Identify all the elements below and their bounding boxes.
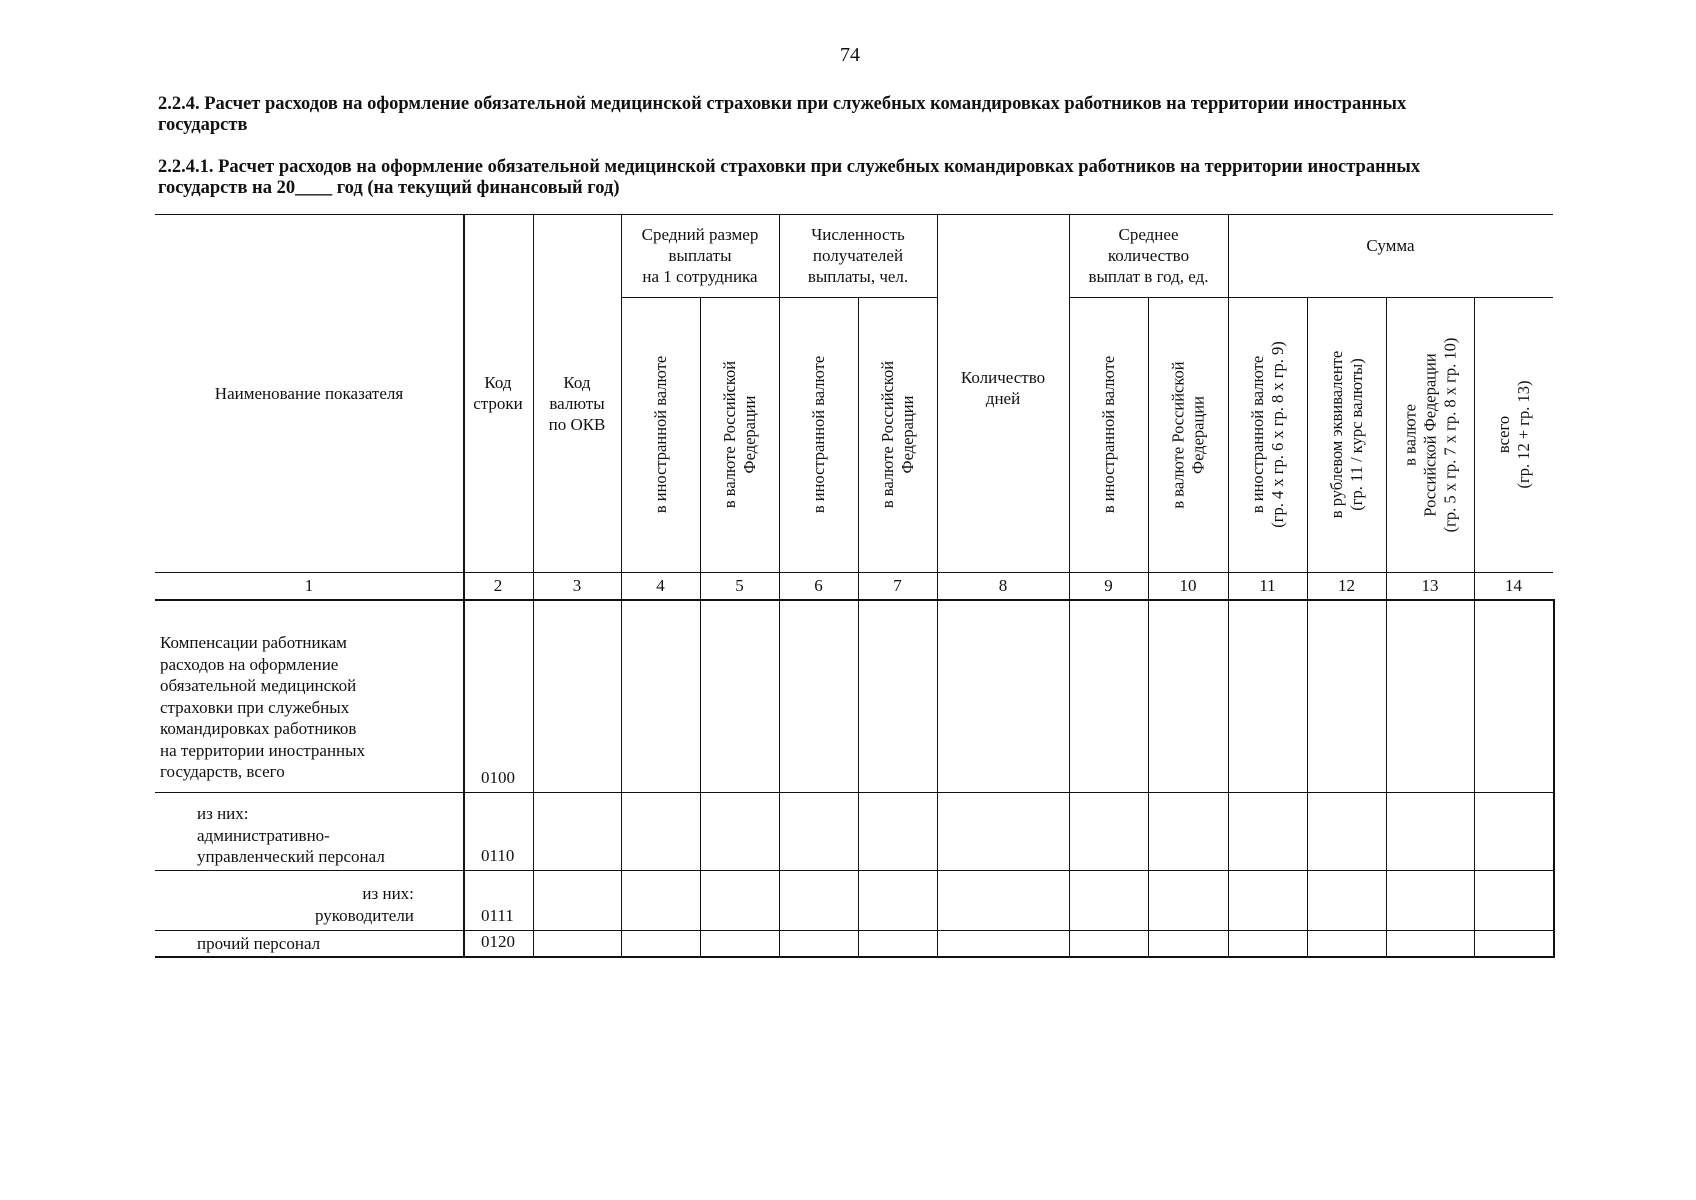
table-right-rule [1553, 599, 1555, 958]
column-number: 8 [998, 576, 1008, 595]
section-title-line-2: государств [158, 115, 248, 135]
header-col-5-line: Федерации [739, 395, 759, 474]
row-code: 0110 [481, 846, 515, 865]
column-number: 1 [304, 576, 314, 595]
header-avg-payment: Средний размер выплаты на 1 сотрудника [641, 225, 759, 286]
row-label: из них: руководители [315, 884, 414, 925]
row-rule [155, 930, 1553, 931]
row-label: прочий персонал [197, 934, 321, 953]
row-code: 0111 [481, 906, 514, 925]
header-col-12 [1307, 297, 1386, 572]
header-col-4-line: в иностранной валюте [650, 355, 670, 514]
column-number: 2 [493, 576, 503, 595]
header-col-6 [779, 297, 858, 572]
header-col-13 [1386, 297, 1474, 572]
header-col-11-line: в иностранной валюте [1247, 355, 1267, 514]
column-number: 14 [1505, 576, 1522, 595]
page-number: 74 [840, 44, 860, 66]
row-label: Компенсации работникам расходов на оформление обязательной медицинской страховки при служебных командировках работников на территории иностранных государств, всего [160, 633, 366, 781]
header-col-14-line: (гр. 12 + гр. 13) [1513, 380, 1533, 489]
header-col-4 [621, 297, 700, 572]
row-code: 0120 [481, 932, 515, 951]
header-col-7-line: в валюте Российской [877, 360, 897, 509]
header-col-7 [858, 297, 937, 572]
header-row-code: Код строки [473, 373, 523, 413]
header-col-9 [1069, 297, 1148, 572]
header-col-5 [700, 297, 779, 572]
header-col-13-line: в валюте [1400, 403, 1419, 466]
header-col-10 [1148, 297, 1228, 572]
header-col-14-line: всего [1493, 415, 1513, 454]
header-recipients: Численность получателей выплаты, чел. [807, 225, 909, 286]
subsection-title [158, 157, 1558, 199]
header-avg-count: Среднее количество выплат в год, ед. [1088, 225, 1209, 286]
header-col-11 [1228, 297, 1307, 572]
header-col-11-line: (гр. 4 х гр. 6 х гр. 8 х гр. 9) [1267, 341, 1287, 528]
column-number: 5 [735, 576, 744, 595]
header-sum: Сумма [1366, 236, 1415, 255]
column-number: 4 [656, 576, 665, 595]
header-name: Наименование показателя [214, 383, 404, 403]
header-col-12-line: (гр. 11 / курс валюты) [1346, 358, 1366, 511]
row-rule [155, 792, 1553, 793]
subsection-title-line-2: государств на 20____ год (на текущий финансовый год) [158, 178, 620, 198]
row-rule [155, 870, 1553, 871]
table-bottom-rule [155, 956, 1553, 958]
column-number: 11 [1259, 576, 1276, 595]
header-col-12-line: в рублевом эквиваленте [1326, 350, 1346, 519]
column-number: 9 [1104, 576, 1113, 595]
column-number: 6 [814, 576, 823, 595]
section-title [158, 94, 1558, 136]
header-col-10-line: в валюте Российской [1168, 360, 1187, 509]
header-col-13-line: (гр. 5 х гр. 7 х гр. 8 х гр. 10) [1440, 337, 1459, 532]
header-col-5-line: в валюте Российской [719, 360, 739, 509]
column-number: 12 [1338, 576, 1355, 595]
header-col-13-line: Российской Федерации [1420, 352, 1439, 517]
header-currency-code: Код валюты по ОКВ [548, 372, 606, 434]
row-label: из них: административно- управленческий персонал [197, 804, 385, 866]
header-col-9-line: в иностранной валюте [1098, 355, 1118, 514]
numbers-bottom-rule [155, 599, 1553, 601]
header-col-6-line: в иностранной валюте [808, 355, 828, 514]
section-title-line-1: 2.2.4. Расчет расходов на оформление обязательной медицинской страховки при служебных командировках работников на территории иностранных [158, 94, 1407, 114]
column-number: 3 [572, 576, 582, 595]
column-number: 7 [893, 576, 902, 595]
column-number: 13 [1421, 576, 1439, 595]
row-code: 0100 [481, 768, 515, 787]
column-number: 10 [1179, 576, 1197, 595]
header-col-14 [1474, 297, 1553, 572]
header-days: Количество дней [960, 368, 1046, 408]
header-bottom-rule [155, 572, 1553, 573]
header-col-7-line: Федерации [897, 395, 917, 474]
subsection-title-line-1: 2.2.4.1. Расчет расходов на оформление обязательной медицинской страховки при служебных командировках работников на территории иностранных [158, 157, 1421, 177]
header-col-10-line: Федерации [1188, 395, 1207, 474]
